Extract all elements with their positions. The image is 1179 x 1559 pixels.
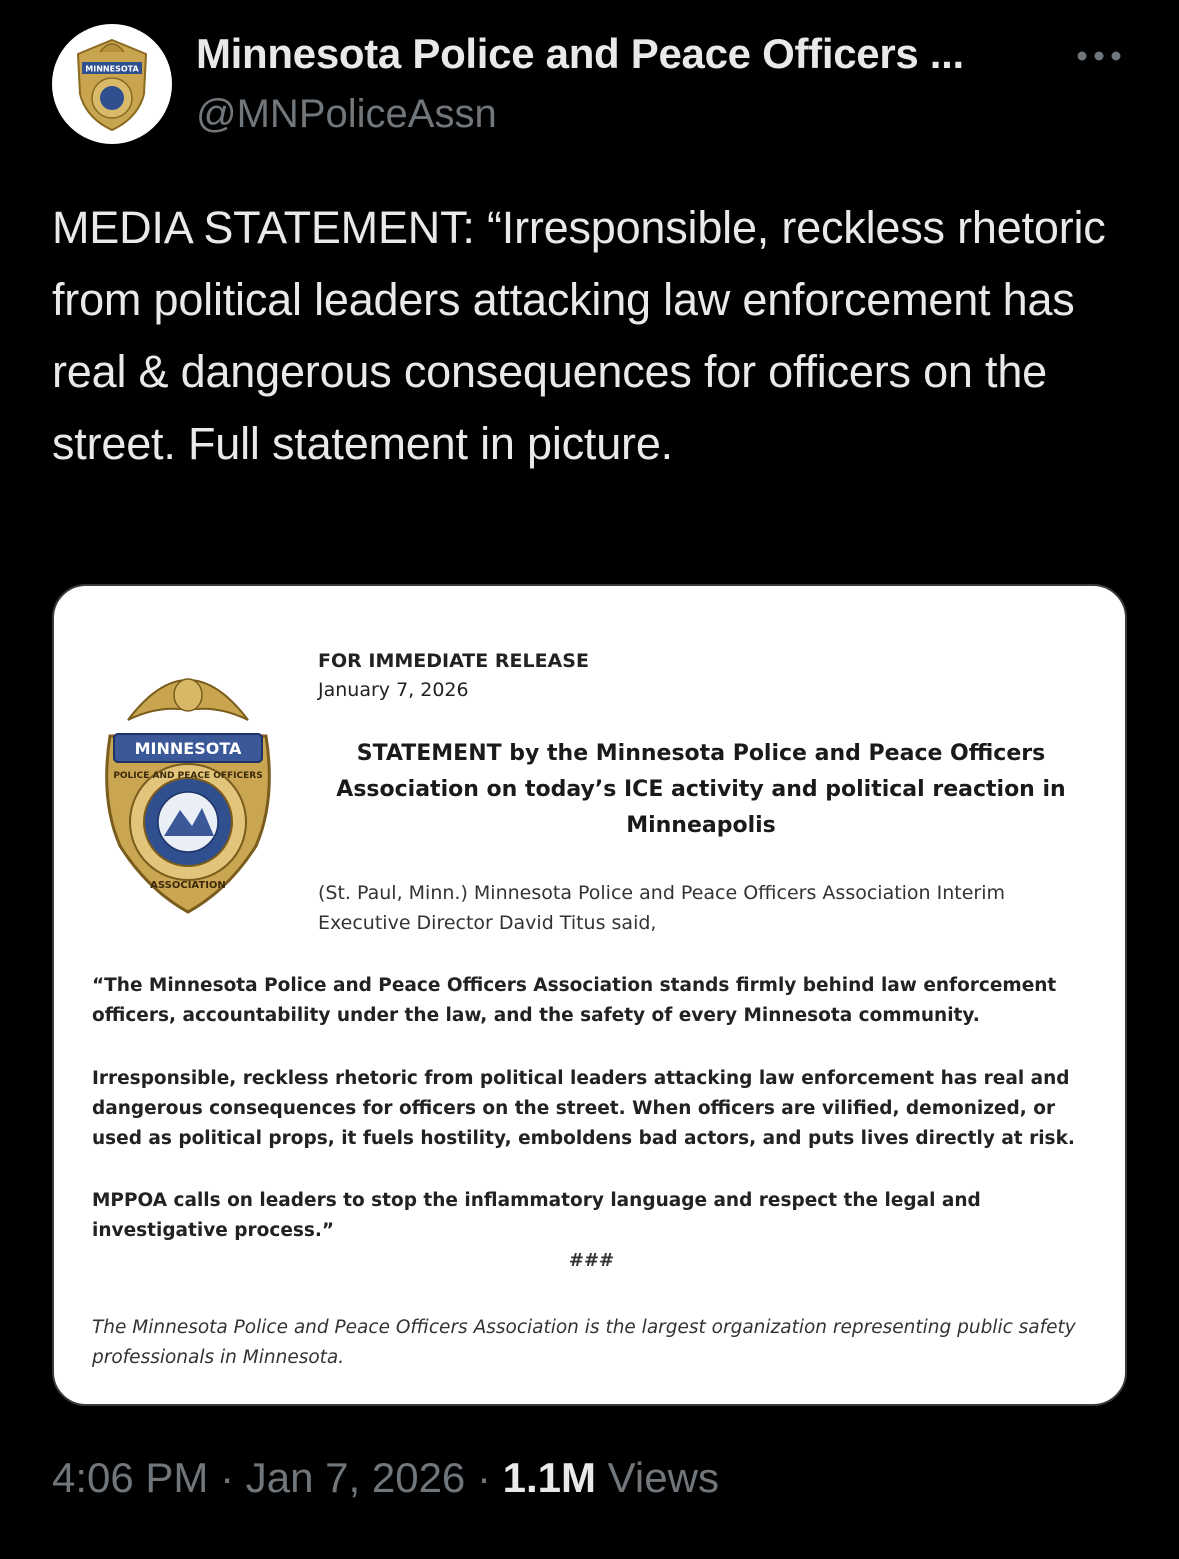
release-label: FOR IMMEDIATE RELEASE <box>318 650 589 672</box>
mppoa-badge-icon <box>88 650 288 920</box>
author-display-name[interactable]: Minnesota Police and Peace Officers ... <box>196 30 964 77</box>
views-count[interactable]: 1.1M <box>502 1454 596 1501</box>
meta-separator: · <box>220 1454 235 1501</box>
avatar-badge-text: MINNESOTA <box>85 64 139 74</box>
avatar[interactable] <box>52 24 172 144</box>
statement-dateline: (St. Paul, Minn.) Minnesota Police and Peace Officers Association Interim Executive Director David Titus said, <box>318 882 1006 934</box>
end-mark: ### <box>568 1250 615 1271</box>
views-label[interactable]: Views <box>607 1454 719 1501</box>
more-options-button[interactable] <box>1068 36 1138 76</box>
badge-bottom-text: ASSOCIATION <box>150 880 226 891</box>
badge-ring-text: POLICE AND PEACE OFFICERS <box>113 771 263 781</box>
more-horizontal-icon <box>1068 36 1138 76</box>
statement-paragraph: Irresponsible, reckless rhetoric from political leaders attacking law enforcement has real and dangerous consequences for officers on the street. When officers are vilified, demonized, or used as political props, it fuels hostility, emboldens bad actors, and puts lives directly at risk. <box>92 1068 1075 1149</box>
badge-banner-text: MINNESOTA <box>134 739 242 758</box>
tweet-date[interactable]: Jan 7, 2026 <box>245 1454 466 1501</box>
statement-paragraph: “The Minnesota Police and Peace Officers Association stands firmly behind law enforcement officers, accountability under the law, and the safety of every Minnesota community. <box>92 975 1057 1026</box>
author-handle[interactable]: @MNPoliceAssn <box>196 92 497 136</box>
tweet-meta <box>52 1454 719 1502</box>
badge-logo-icon <box>52 24 172 144</box>
release-date: January 7, 2026 <box>318 679 469 701</box>
meta-separator: · <box>476 1454 491 1501</box>
tweet-time[interactable]: 4:06 PM <box>52 1454 209 1501</box>
tweet-text: MEDIA STATEMENT: “Irresponsible, reckless rhetoric from political leaders attacking law enforcement has real & dangerous consequences for officers on the street. Full statement in picture. <box>52 202 1106 469</box>
statement-title: STATEMENT by the Minnesota Police and Peace Officers Association on today’s ICE activity and political reaction in Minneapolis <box>336 741 1066 838</box>
statement-paragraph: MPPOA calls on leaders to stop the inflammatory language and respect the legal and investigative process.” <box>92 1190 981 1241</box>
boilerplate: The Minnesota Police and Peace Officers Association is the largest organization representing public safety professionals in Minnesota. <box>92 1317 1076 1368</box>
tweet-media-image[interactable] <box>52 584 1127 1406</box>
